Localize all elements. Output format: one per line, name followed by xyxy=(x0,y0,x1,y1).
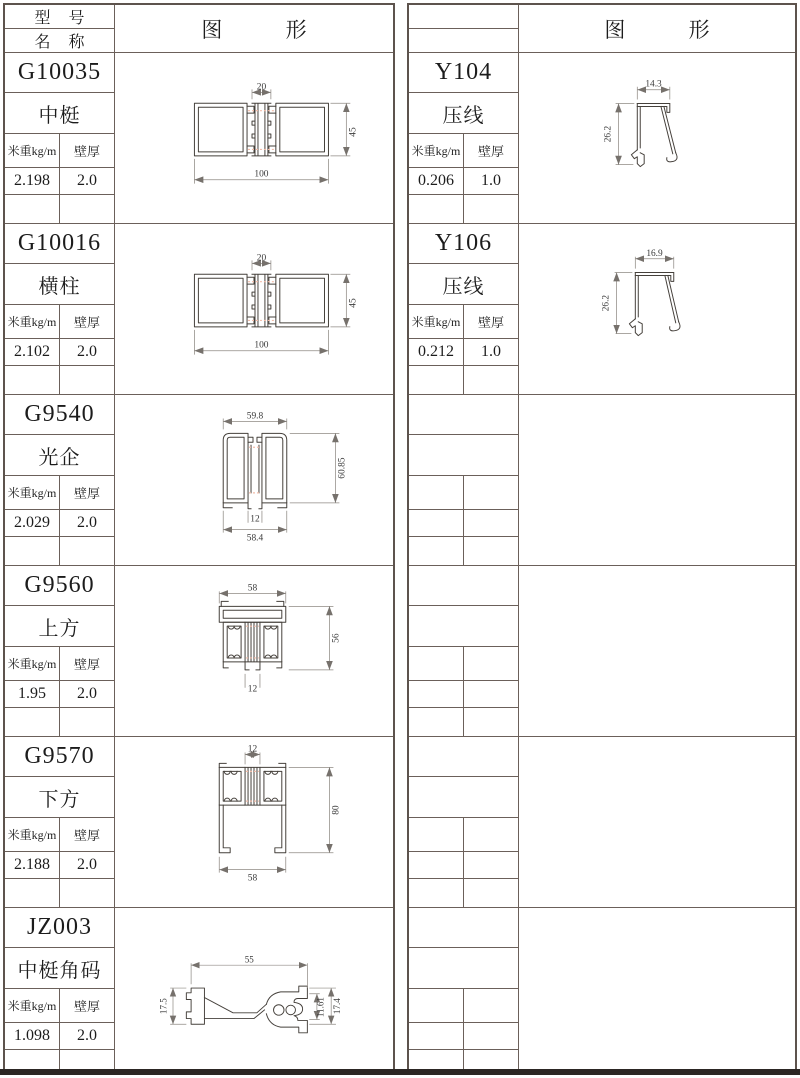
model-cell xyxy=(409,566,519,606)
name-cell: 横柱 xyxy=(5,264,115,305)
drawing-cell xyxy=(115,224,393,394)
weight-header-cell: 米重kg/m xyxy=(5,647,60,681)
model-cell: G10016 xyxy=(5,224,115,264)
dim-bottom: 100 xyxy=(254,169,269,180)
thermal-break-line xyxy=(248,282,275,321)
model-cell: G9570 xyxy=(5,737,115,777)
drawing-cell xyxy=(115,908,393,1070)
header-name-label: 名 称 xyxy=(5,29,115,52)
profile-drawing-jz003 xyxy=(115,908,393,1070)
wall-header-cell: 壁厚 xyxy=(464,134,519,168)
weight-header-cell: 米重kg/m xyxy=(5,476,60,510)
empty-cell xyxy=(5,195,60,223)
wall-header-cell: 壁厚 xyxy=(60,134,115,168)
weight-value-cell xyxy=(409,1023,464,1050)
empty-cell xyxy=(5,708,60,736)
empty-cell xyxy=(5,1050,60,1070)
profile-outline xyxy=(631,104,677,167)
weight-header-cell xyxy=(409,989,464,1023)
wall-header-cell: 壁厚 xyxy=(60,305,115,339)
profile-table-left xyxy=(3,3,395,1072)
empty-cell xyxy=(60,195,115,223)
wall-value-cell: 2.0 xyxy=(60,510,115,537)
model-cell xyxy=(409,908,519,948)
wall-value-cell xyxy=(464,510,519,537)
wall-header-cell: 壁厚 xyxy=(60,476,115,510)
profile-block-y104 xyxy=(409,53,795,224)
drawing-cell xyxy=(519,224,795,394)
empty-cell xyxy=(464,1050,519,1070)
weight-value-cell: 2.188 xyxy=(5,852,60,879)
profile-drawing-g9570 xyxy=(115,737,393,907)
dim-top: 20 xyxy=(256,82,267,93)
weight-header-cell: 米重kg/m xyxy=(5,134,60,168)
profile-outline xyxy=(219,601,286,670)
drawing-cell xyxy=(115,737,393,907)
name-cell xyxy=(409,435,519,476)
empty-cell xyxy=(409,879,464,907)
empty-cell xyxy=(409,708,464,736)
wall-header-cell xyxy=(464,647,519,681)
name-cell xyxy=(409,948,519,989)
profile-block-g10016 xyxy=(5,224,393,395)
header-drawing-label: 图 形 xyxy=(604,17,710,42)
weight-value-cell: 1.95 xyxy=(5,681,60,708)
drawing-cell xyxy=(519,395,795,565)
empty-cell xyxy=(60,537,115,565)
header-model-label: 型 号 xyxy=(5,5,115,29)
dim-left: 26.2 xyxy=(603,125,614,143)
name-cell xyxy=(409,606,519,647)
empty-cell xyxy=(5,366,60,394)
model-cell: Y104 xyxy=(409,53,519,93)
dim-left: 17.5 xyxy=(158,998,169,1015)
drawing-cell xyxy=(115,395,393,565)
dim-left: 26.2 xyxy=(601,294,612,312)
name-cell xyxy=(409,777,519,818)
profile-drawing-g9560 xyxy=(115,566,393,736)
model-cell: Y106 xyxy=(409,224,519,264)
model-cell: G9540 xyxy=(5,395,115,435)
dimension-lines xyxy=(604,80,670,165)
empty-cell xyxy=(464,708,519,736)
wall-value-cell xyxy=(464,852,519,879)
page-bottom-rule xyxy=(0,1069,800,1075)
weight-header-cell xyxy=(409,818,464,852)
header-empty-cell xyxy=(409,29,519,52)
drawing-cell xyxy=(115,566,393,736)
model-cell: G9560 xyxy=(5,566,115,606)
empty-cell xyxy=(409,195,464,223)
weight-value-cell: 2.102 xyxy=(5,339,60,366)
profile-block-empty xyxy=(409,566,795,737)
profile-drawing-g9540 xyxy=(115,395,393,565)
weight-value-cell: 2.029 xyxy=(5,510,60,537)
profile-block-y106 xyxy=(409,224,795,395)
empty-cell xyxy=(60,1050,115,1070)
dim-right: 56 xyxy=(331,633,342,643)
dim-bottom: 12 xyxy=(247,684,258,695)
header-empty-cell xyxy=(409,5,519,29)
drawing-cell xyxy=(519,53,795,223)
dim-right: 60.85 xyxy=(337,457,348,479)
name-cell: 压线 xyxy=(409,93,519,134)
dim-bottom: 58 xyxy=(247,873,258,884)
model-cell: G10035 xyxy=(5,53,115,93)
dim-right: 17.4 xyxy=(331,998,342,1015)
empty-cell xyxy=(60,366,115,394)
table-header-right xyxy=(409,5,795,53)
dimension-lines xyxy=(602,249,674,334)
weight-header-cell: 米重kg/m xyxy=(5,989,60,1023)
empty-cell xyxy=(60,708,115,736)
profile-drawing-y106 xyxy=(519,224,795,394)
wall-header-cell xyxy=(464,818,519,852)
profile-block-empty xyxy=(409,908,795,1070)
drawing-cell xyxy=(519,566,795,736)
drawing-cell xyxy=(519,908,795,1070)
dim-top: 20 xyxy=(256,253,267,264)
weight-value-cell: 0.212 xyxy=(409,339,464,366)
dim-bottom: 100 xyxy=(254,340,269,351)
wall-value-cell xyxy=(464,1023,519,1050)
profile-block-g9540 xyxy=(5,395,393,566)
wall-value-cell: 2.0 xyxy=(60,852,115,879)
dimension-lines xyxy=(194,82,358,183)
drawing-cell xyxy=(519,737,795,907)
empty-cell xyxy=(5,537,60,565)
empty-cell xyxy=(464,195,519,223)
profile-table-right xyxy=(407,3,797,1072)
wall-header-cell: 壁厚 xyxy=(464,305,519,339)
weight-header-cell: 米重kg/m xyxy=(5,818,60,852)
dim-top: 14.3 xyxy=(645,79,662,90)
dim-top: 16.9 xyxy=(646,248,663,259)
wall-value-cell xyxy=(464,681,519,708)
weight-value-cell xyxy=(409,510,464,537)
weight-value-cell: 1.098 xyxy=(5,1023,60,1050)
profile-drawing-g10035 xyxy=(115,53,393,223)
empty-cell xyxy=(409,1050,464,1070)
dimension-lines xyxy=(158,954,341,1024)
empty-cell xyxy=(464,537,519,565)
dimension-lines xyxy=(219,745,341,884)
weight-header-cell xyxy=(409,647,464,681)
header-drawing-label: 图 形 xyxy=(201,17,307,42)
wall-value-cell: 1.0 xyxy=(464,168,519,195)
empty-cell xyxy=(409,366,464,394)
wall-header-cell: 壁厚 xyxy=(60,989,115,1023)
profile-block-empty xyxy=(409,737,795,908)
weight-value-cell xyxy=(409,681,464,708)
dim-bottom-inner: 12 xyxy=(250,514,260,525)
thermal-break-line xyxy=(248,111,275,150)
name-cell: 下方 xyxy=(5,777,115,818)
dimension-lines xyxy=(194,253,358,354)
profile-block-g9570 xyxy=(5,737,393,908)
name-cell: 中梃 xyxy=(5,93,115,134)
empty-cell xyxy=(464,366,519,394)
dim-top: 55 xyxy=(244,954,254,965)
profile-drawing-y104 xyxy=(519,53,795,223)
model-cell xyxy=(409,395,519,435)
profile-drawing-g10016 xyxy=(115,224,393,394)
profile-block-g10035 xyxy=(5,53,393,224)
name-cell: 压线 xyxy=(409,264,519,305)
weight-value-cell: 0.206 xyxy=(409,168,464,195)
dim-right-inner: 11.61 xyxy=(315,997,326,1018)
wall-header-cell: 壁厚 xyxy=(60,647,115,681)
wall-header-cell xyxy=(464,989,519,1023)
table-header-left xyxy=(5,5,393,53)
profile-outline xyxy=(186,986,307,1033)
dim-right: 45 xyxy=(348,298,359,308)
empty-cell xyxy=(5,879,60,907)
weight-value-cell xyxy=(409,852,464,879)
weight-header-cell: 米重kg/m xyxy=(409,134,464,168)
dim-bottom: 58.4 xyxy=(246,533,264,544)
dim-right: 80 xyxy=(331,805,342,815)
empty-cell xyxy=(464,879,519,907)
empty-cell xyxy=(409,537,464,565)
empty-cell xyxy=(60,879,115,907)
model-cell xyxy=(409,737,519,777)
profile-outline xyxy=(629,273,680,336)
profile-block-empty xyxy=(409,395,795,566)
name-cell: 上方 xyxy=(5,606,115,647)
drawing-cell xyxy=(115,53,393,223)
dim-top: 12 xyxy=(247,744,258,755)
profile-block-g9560 xyxy=(5,566,393,737)
weight-header-cell: 米重kg/m xyxy=(409,305,464,339)
weight-header-cell xyxy=(409,476,464,510)
profile-outline xyxy=(219,763,286,852)
dim-top: 58 xyxy=(247,583,258,594)
wall-value-cell: 2.0 xyxy=(60,168,115,195)
wall-header-cell: 壁厚 xyxy=(60,818,115,852)
wall-value-cell: 2.0 xyxy=(60,681,115,708)
wall-header-cell xyxy=(464,476,519,510)
weight-value-cell: 2.198 xyxy=(5,168,60,195)
dim-top: 59.8 xyxy=(246,411,264,422)
name-cell: 光企 xyxy=(5,435,115,476)
wall-value-cell: 2.0 xyxy=(60,1023,115,1050)
dim-right: 45 xyxy=(348,127,359,137)
wall-value-cell: 2.0 xyxy=(60,339,115,366)
weight-header-cell: 米重kg/m xyxy=(5,305,60,339)
dimension-lines xyxy=(219,583,341,694)
profile-block-jz003 xyxy=(5,908,393,1070)
name-cell: 中梃角码 xyxy=(5,948,115,989)
dimension-lines xyxy=(223,411,347,543)
profile-outline xyxy=(223,433,287,508)
model-cell: JZ003 xyxy=(5,908,115,948)
wall-value-cell: 1.0 xyxy=(464,339,519,366)
